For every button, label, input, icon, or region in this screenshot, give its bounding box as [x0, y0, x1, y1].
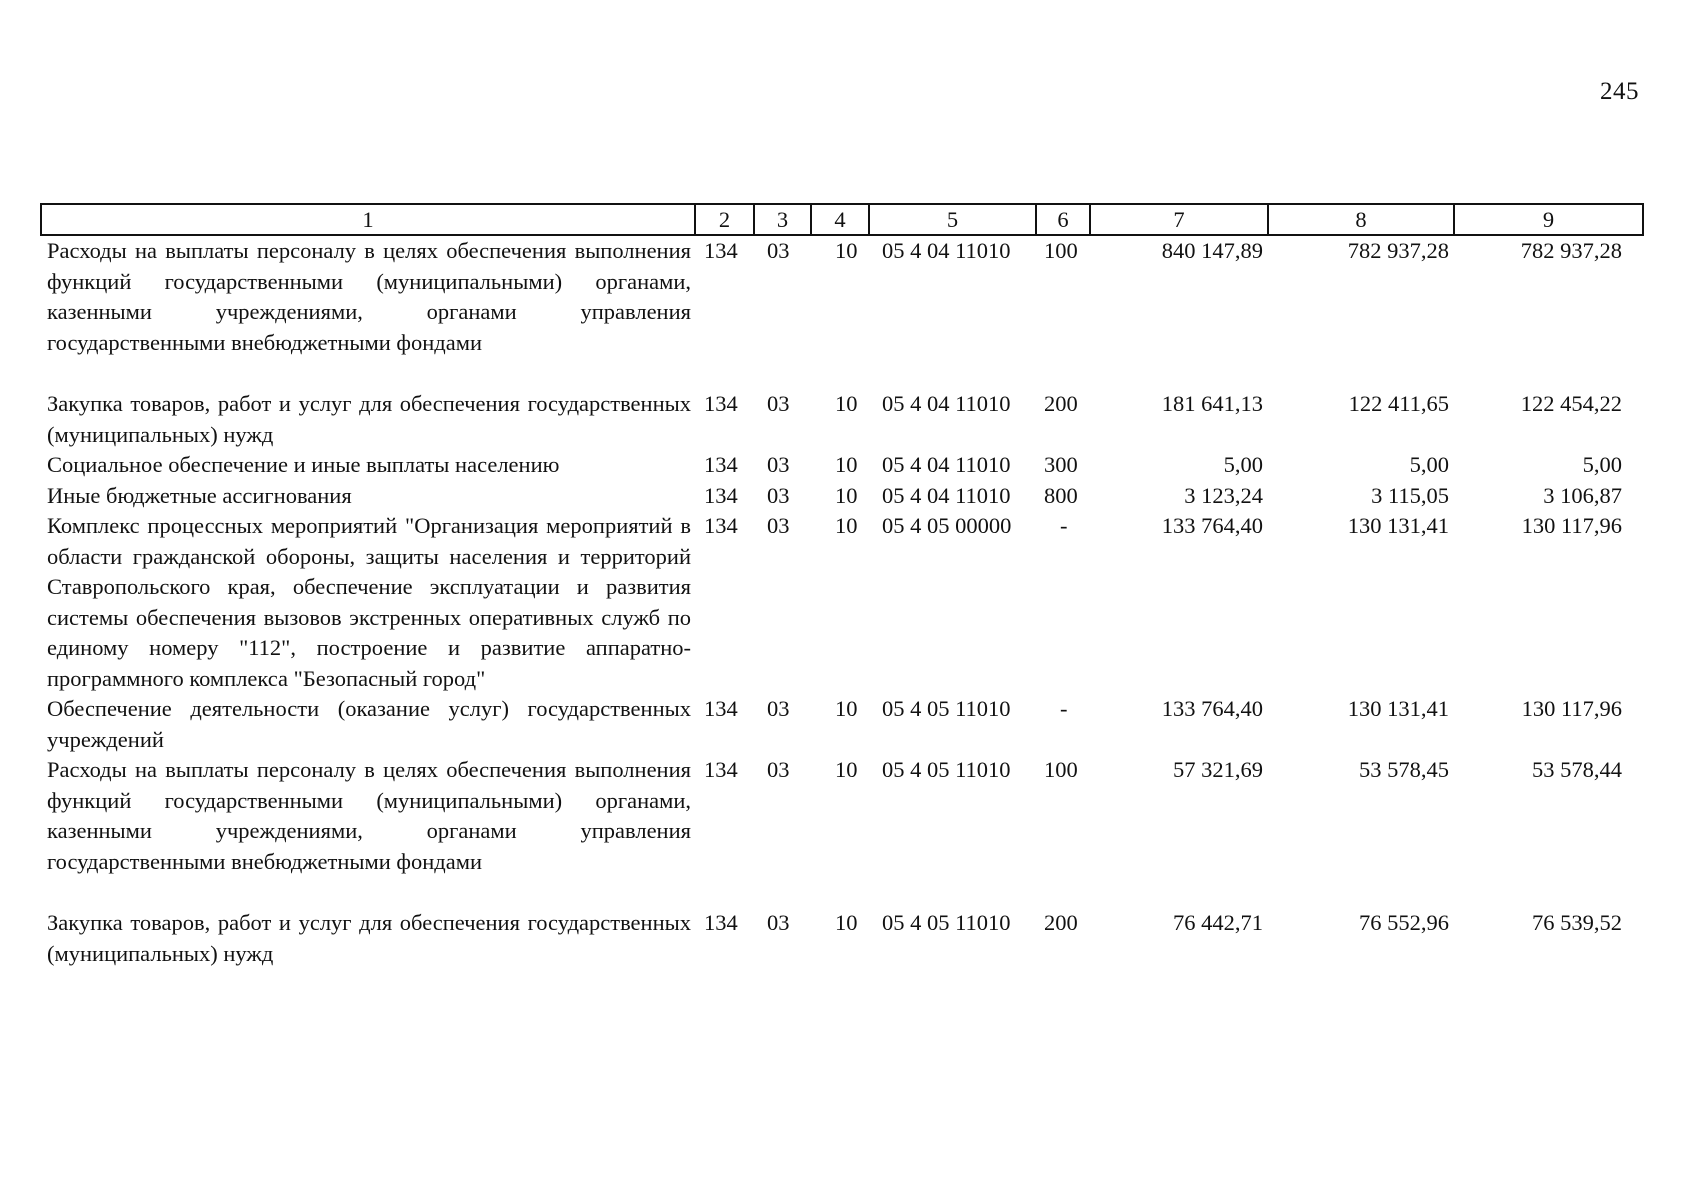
row-section-code: 03 [767, 910, 790, 935]
header-col-7: 7 [1090, 204, 1268, 235]
row-ministry-code: 134 [704, 513, 738, 538]
row-expense-type: 200 [1044, 910, 1078, 935]
row-ministry-code: 134 [704, 696, 738, 721]
row-subsection-code: 10 [835, 452, 858, 477]
row-amount-col7: 133 764,40 [1161, 696, 1263, 721]
row-section-code: 03 [767, 757, 790, 782]
row-ministry-code: 134 [704, 391, 738, 416]
header-col-2: 2 [695, 204, 754, 235]
row-ministry-code: 134 [704, 757, 738, 782]
table-row [41, 694, 1643, 755]
header-col-4: 4 [811, 204, 869, 235]
row-section-code: 03 [767, 696, 790, 721]
header-col-9: 9 [1454, 204, 1643, 235]
header-col-3: 3 [754, 204, 811, 235]
row-target-article: 05 4 04 11010 [882, 482, 1011, 508]
header-col-5: 5 [869, 204, 1036, 235]
row-subsection-code: 10 [835, 696, 858, 721]
row-amount-col9: 130 117,96 [1521, 513, 1622, 538]
row-amount-col7: 57 321,69 [1173, 757, 1263, 782]
row-amount-col9: 53 578,44 [1532, 757, 1622, 782]
row-target-article: 05 4 05 11010 [882, 757, 1011, 782]
row-subsection-code: 10 [835, 757, 858, 782]
row-amount-col9: 5,00 [1582, 452, 1622, 477]
table-row [41, 481, 1643, 512]
row-subsection-code: 10 [835, 238, 858, 263]
row-amount-col8: 76 552,96 [1359, 910, 1449, 935]
row-ministry-code: 134 [704, 910, 738, 935]
table-row [41, 235, 1643, 389]
row-description: Иные бюджетные ассигнования [47, 482, 352, 508]
row-expense-type: 800 [1044, 482, 1078, 508]
row-expense-type: 200 [1044, 391, 1078, 416]
row-target-article: 05 4 05 00000 [882, 513, 1012, 538]
row-amount-col9: 3 106,87 [1543, 482, 1622, 508]
table-header [41, 204, 1643, 235]
row-amount-col7: 840 147,89 [1161, 238, 1263, 263]
row-subsection-code: 10 [835, 513, 858, 538]
row-expense-type: 100 [1044, 238, 1078, 263]
row-amount-col8: 130 131,41 [1347, 513, 1449, 538]
row-section-code: 03 [767, 452, 790, 477]
row-amount-col7: 133 764,40 [1161, 513, 1263, 538]
table-row [41, 755, 1643, 908]
row-amount-col8: 130 131,41 [1347, 696, 1449, 721]
row-expense-type: 300 [1044, 452, 1078, 477]
row-amount-col8: 5,00 [1409, 452, 1449, 477]
row-target-article: 05 4 04 11010 [882, 452, 1011, 477]
row-subsection-code: 10 [835, 391, 858, 416]
row-amount-col8: 53 578,45 [1359, 757, 1449, 782]
row-amount-col8: 3 115,05 [1371, 482, 1449, 508]
row-description: Социальное обеспечение и иные выплаты населению [47, 452, 560, 477]
row-expense-type: 100 [1044, 757, 1078, 782]
row-expense-type: - [1060, 513, 1068, 538]
row-amount-col7: 5,00 [1223, 452, 1263, 477]
row-ministry-code: 134 [704, 452, 738, 477]
budget-table [40, 203, 1644, 969]
row-ministry-code: 134 [704, 482, 738, 508]
row-target-article: 05 4 05 11010 [882, 696, 1011, 721]
table-row [41, 511, 1643, 694]
header-col-8: 8 [1268, 204, 1454, 235]
header-col-1: 1 [41, 204, 695, 235]
row-section-code: 03 [767, 238, 790, 263]
header-col-6: 6 [1036, 204, 1090, 235]
row-amount-col7: 3 123,24 [1184, 482, 1263, 508]
row-description: Комплекс процессных мероприятий "Организация мероприятий в области гражданской обороны, защиты населения и территорий Ставропольского края, обеспечение эксплуатации и развития системы обеспечения вызовов экстренных оперативных служб по единому номеру "112", построение и развитие аппаратно-программного комплекса "Безопасный город" [47, 513, 691, 691]
row-target-article: 05 4 05 11010 [882, 910, 1011, 935]
row-amount-col9: 782 937,28 [1520, 238, 1622, 263]
row-amount-col9: 122 454,22 [1520, 391, 1622, 416]
row-description: Закупка товаров, работ и услуг для обеспечения государственных (муниципальных) нужд [47, 910, 691, 966]
table-body [41, 235, 1643, 969]
row-amount-col9: 130 117,96 [1521, 696, 1622, 721]
table-row [41, 908, 1643, 969]
row-description: Расходы на выплаты персоналу в целях обеспечения выполнения функций государственными (муниципальными) органами, казенными учреждениями, органами управления государственными внебюджетными фондами [47, 238, 691, 355]
row-section-code: 03 [767, 513, 790, 538]
row-amount-col8: 122 411,65 [1348, 391, 1449, 416]
row-section-code: 03 [767, 482, 790, 508]
row-description: Обеспечение деятельности (оказание услуг) государственных учреждений [47, 696, 691, 752]
row-ministry-code: 134 [704, 238, 738, 263]
row-description: Закупка товаров, работ и услуг для обеспечения государственных (муниципальных) нужд [47, 391, 691, 447]
row-description: Расходы на выплаты персоналу в целях обеспечения выполнения функций государственными (муниципальными) органами, казенными учреждениями, органами управления государственными внебюджетными фондами [47, 757, 691, 874]
row-subsection-code: 10 [835, 482, 858, 508]
table-row [41, 389, 1643, 450]
row-amount-col9: 76 539,52 [1532, 910, 1622, 935]
row-section-code: 03 [767, 391, 790, 416]
row-target-article: 05 4 04 11010 [882, 391, 1011, 416]
header-row [41, 204, 1643, 235]
row-amount-col7: 76 442,71 [1173, 910, 1263, 935]
row-subsection-code: 10 [835, 910, 858, 935]
table-row [41, 450, 1643, 481]
row-amount-col7: 181 641,13 [1161, 391, 1263, 416]
page-number: 245 [1600, 78, 1639, 105]
row-target-article: 05 4 04 11010 [882, 238, 1011, 263]
row-amount-col8: 782 937,28 [1347, 238, 1449, 263]
row-expense-type: - [1060, 696, 1068, 721]
